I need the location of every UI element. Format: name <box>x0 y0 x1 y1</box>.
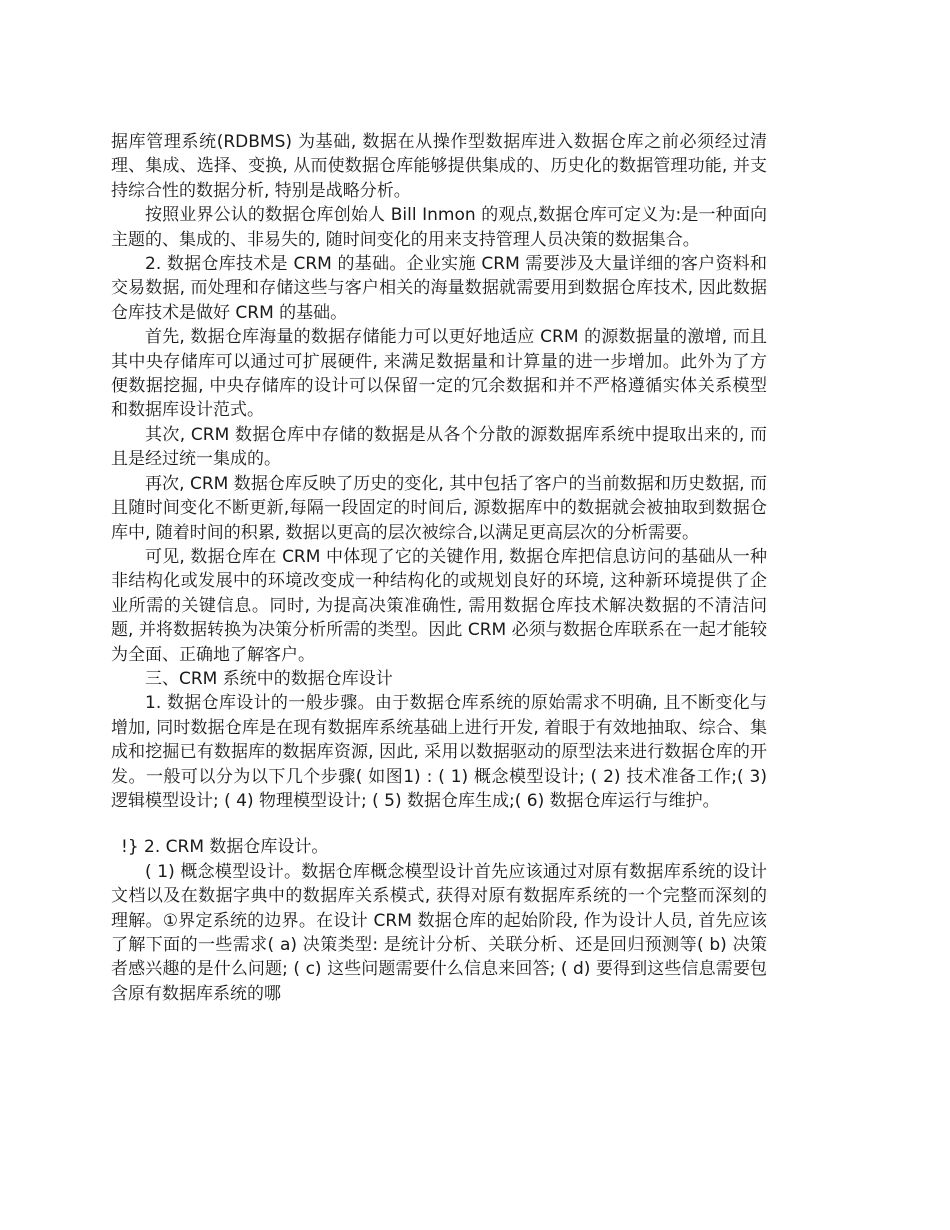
paragraph-third: 再次, CRM 数据仓库反映了历史的变化, 其中包括了客户的当前数据和历史数据, 而且随时间变化不断更新,每隔一段固定的时间后, 源数据库中的数据就会被抽取到数据仓库中, 随着时间的积累, 数据以更高的层次被综合,以满足更高层次的分析需要。 <box>111 473 767 543</box>
section-heading: 三、CRM 系统中的数据仓库设计 <box>145 668 393 689</box>
paragraph-definition: 按照业界公认的数据仓库创始人 Bill Inmon 的观点,数据仓库可定义为:是一种面向主题的、集成的、非易失的, 随时间变化的用来支持管理人员决策的数据集合。 <box>111 205 767 250</box>
paragraph-second: 其次, CRM 数据仓库中存储的数据是从各个分散的源数据库系统中提取出来的, 而且是经过统一集成的。 <box>111 424 767 470</box>
paragraph-crm-foundation: 2. 数据仓库技术是 CRM 的基础。企业实施 CRM 需要涉及大量详细的客户资料和交易数据, 而处理和存储这些与客户相关的海量数据就需要用到数据仓库技术, 因此数据仓库技术是做好 CRM 的基础。 <box>111 254 767 323</box>
paragraph-design-steps: 1. 数据仓库设计的一般步骤。由于数据仓库系统的原始需求不明确, 且不断变化与增加, 同时数据仓库是在现有数据库系统基础上进行开发, 着眼于有效地抽取、综合、集成和挖掘已有数据库的数据库资源, 因此, 采用以数据驱动的原型法来进行数据仓库的开发。一般可以分为以下几个步骤( 如图1) : ( 1) 概念模型设计; ( 2) 技术准备工作;( 3) 逻辑模型设计; ( 4) 物理模型设计; ( 5) 数据仓库生成;( 6) 数据仓库运行与维护。 <box>111 693 767 811</box>
paragraph-concept-model: ( 1) 概念模型设计。数据仓库概念模型设计首先应该通过对原有数据库系统的设计文档以及在数据字典中的数据库关系模式, 获得对原有数据库系统的一个完整而深刻的理解。①界定系统的边界。在设计 CRM 数据仓库的起始阶段, 作为设计人员, 首先应该了解下面的一些需求( a) 决策类型: 是统计分析、关联分析、还是回归预测等( b) 决策者感兴趣的是什么问题; ( c) 这些问题需要什么信息来回答; ( d) 要得到这些信息需要包含原有数据库系统的哪 <box>111 861 767 1004</box>
subheading-crm-design: !} 2. CRM 数据仓库设计。 <box>121 837 329 858</box>
blank-line <box>111 813 767 835</box>
paragraph-intro: 据库管理系统(RDBMS) 为基础, 数据在从操作型数据库进入数据仓库之前必须经过清理、集成、选择、变换, 从而使数据仓库能够提供集成的、历史化的数据管理功能, 并支持综合性的数据分析, 特别是战略分析。 <box>111 132 767 201</box>
paragraph-first: 首先, 数据仓库海量的数据存储能力可以更好地适应 CRM 的源数据量的激增, 而且其中央存储库可以通过可扩展硬件, 来满足数据量和计算量的进一步增加。此外为了方便数据挖掘, 中央存储库的设计可以保留一定的冗余数据和并不严格遵循实体关系模型和数据库设计范式。 <box>111 327 767 421</box>
document-body <box>111 130 767 1006</box>
paragraph-conclusion: 可见, 数据仓库在 CRM 中体现了它的关键作用, 数据仓库把信息访问的基础从一种非结构化或发展中的环境改变成一种结构化的或规划良好的环境, 这种新环境提供了企业所需的关键信息。同时, 为提高决策准确性, 需用数据仓库技术解决数据的不清洁问题, 并将数据转换为决策分析所需的类型。因此 CRM 必须与数据仓库联系在一起才能较为全面、正确地了解客户。 <box>111 546 767 665</box>
